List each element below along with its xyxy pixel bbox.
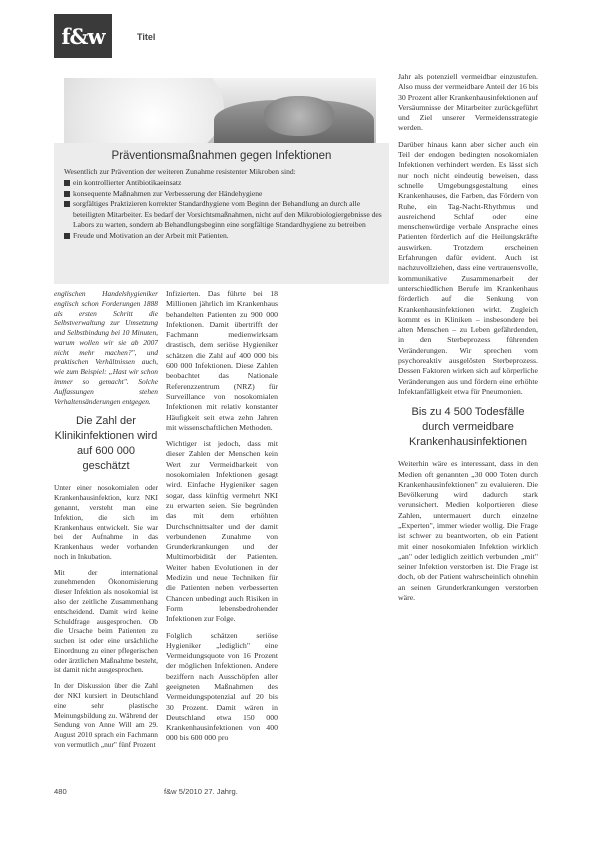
section-label: Titel [137,32,156,42]
bullet-square-icon [64,191,70,197]
paragraph: Wichtiger ist jedoch, dass mit dieser Zahlen der Menschen kein Wert zur Vermeidbarkeit von nosokomialen Infektionen gesagt wird. Einfache Hygieniker sagen sogar, dass künftig vermehrt NKI zu erwarten seien. Sie begründen das mit dem erhöhten Durchschnittsalter und der damit verbundenen Zunahme von Grunderkrankungen und der Multimorbidität der Patienten. Weiter haben Evolutionen in der Medizin und neue Techniken für die Patienten neben verbesserten Chancen unbedingt auch Risiken in Form lebensbedrohender Infektionen zur Folge. [166,439,278,624]
list-item: konsequente Maßnahmen zur Verbesserung der Händehygiene [64,189,384,200]
box-intro: Wesentlich zur Prävention der weiteren Zunahme resistenter Mikroben sind: [64,167,296,176]
column-3 [398,72,538,609]
paragraph: Jahr als potenziell vermeidbar einzustufen. Also muss der vermeidbare Anteil der 16 bis 30 Prozent aller Krankenhausinfektionen auf Versäumnisse der Mitarbeiter zurückgeführt und Ziel unserer Vermeidensstrategie werden. [398,72,538,133]
list-item: Freude und Motivation an der Arbeit mit Patienten. [64,231,384,242]
paragraph: Infizierten. Das führte bei 18 Millionen jährlich im Krankenhaus behandelten Patienten zu 900 000 Infektionen. Damit übertrifft der Fachmann medienwirksam drastisch, dem seriöse Hygieniker schätzen die Zahl auf 400 000 bis 600 000 Infektionen. Diese Zahlen beobachtet das Nationale Referenzzentrum (NRZ) für Surveillance von nosokomialen Infektionen mit relativ konstanter Häufigkeit seit etwa zehn Jahren mit wissenschaftlichen Methoden. [166,289,278,432]
bullet-square-icon [64,233,70,239]
lead-paragraph: englischen Handelshygieniker englisch schon Forderungen 1888 als ersten Schritt die Selbstverwaltung zur Umsetzung und Selbstbindung bei 10 Minuten, warum wollen wir sie ab 2007 nicht mehr machen?", und praktischen Verhältnissen auch, wie zum Beispiel: „Hast wir schon immer so gemacht". Solche Auffassungen stehen Verhaltensänderungen entgegen. [54,289,158,406]
column-1 [54,289,158,756]
paragraph: Unter einer nosokomialen oder Krankenhausinfektion, kurz NKI genannt, versteht man eine Infektion, die sich im Krankenhaus entwickelt. Sie war bei der Aufnahme in das Krankenhaus weder vorhanden noch in Inkubation. [54,483,158,561]
bullet-square-icon [64,180,70,186]
journal-logo: f&w [54,14,112,58]
prevention-box [54,143,389,284]
paragraph: In der Diskussion über die Zahl der NKI kursiert in Deutschland eine sehr plastische Meinungsbildung zu. Während der Sendung von Anne Will am 29. August 2010 sprach ein Fachmann von vermutlich „nur" fünf Prozent [54,681,158,749]
column-2 [166,289,278,750]
paragraph: Darüber hinaus kann aber sicher auch ein Teil der endogen bedingten nosokomialen Infektionen verhindert werden. Es lässt sich nur noch nicht eindeutig beweisen, dass schnelle Umgebungsgestaltung eines Krankenhauses, die Farben, das Fördern von Ruhe, ein Tag-Nacht-Rhythmus und ausreichend Schlaf oder eine menschenwürdige verbale Ansprache eines Patienten förderlich auf die Heilungskräfte auswirken. Trotzdem erscheinen Erfahrungen dafür evident. Auch ist nachzuvollziehen, dass eine vertrauensvolle, kommunikative Zusammenarbeit der unterschiedlichen Berufe im Krankenhaus förderlich auf die Senkung von Krankenhausinfektionen wirkt. Zugleich kommt es in Kliniken – insbesondere bei alten Menschen – zu Leben gefährdenden, in den Sterbeprozess führenden Veränderungen. Wir sprechen vom psychoreaktiv ausgelösten Sterbeprozess. Dessen Faktoren wirken sich auf körperliche Veränderungen aus und fördern eine erhöhte Infektanfälligkeit etwa für Pneumonien. [398,139,538,396]
list-item: sorgfältiges Praktizieren korrekter Standardhygiene vom Beginn der Behandlung an durch alle beteiligten Mitarbeiter. Es bedarf der Vorsichtsmaßnahmen, nicht auf den Mikrobiologiergebnisse des Labors zu warten, sondern ab Behandlungsbeginn eine sorgfältige Standardhygiene zu betreiben [64,199,384,231]
page-number: 480 [54,787,67,796]
subheading: Die Zahl der Klinikinfektionen wird auf 600 000 geschätzt [54,415,158,473]
paragraph: Weiterhin wäre es interessant, dass in den Medien oft genannten „30 000 Toten durch Krankenhausinfektionen" zu evaluieren. Die Bevölkerung wird dadurch stark verunsichert. Medien kolportieren diese Zahlen, untermauert durch einzelne „Experten", immer wieder wollig. Die Frage ist schwer zu beantworten, ob ein Patient mit einer nosokomialen Infektion wirklich „an" oder lediglich zeitlich verbunden „mit" seiner Infektion verstorben ist. Die Frage ist doch, ob der Patient wahrscheinlich ohnehin an seinen Grunderkrankungen verstorben wäre. [398,459,538,603]
paragraph: Mit der international zunehmenden Ökonomisierung dieser Infektion als nosokomial ist also der zeitliche Zusammenhang entscheidend. Damit wird keine Schuldfrage ausgesprochen. Ob die Ursache beim Patienten zu suchen ist oder eine ursächliche Einordnung zu einer pflegerischen oder ärztlichen Maßnahme besteht, ist damit nicht ausgesprochen. [54,567,158,675]
subheading: Bis zu 4 500 Todesfälle durch vermeidbare Krankenhausinfektionen [408,406,528,449]
bullet-square-icon [64,201,70,207]
header-photo [64,78,376,144]
prevention-list [64,178,384,242]
paragraph: Folglich schätzen seriöse Hygieniker „lediglich" eine Vermeidungsquote von 16 Prozent der möglichen Infektionen. Andere beziffern nach Ausschöpfen aller geeigneten Maßnahmen des Vermeidungspotenzial auf 20 bis 30 Prozent. Damit wären in Deutschland etwa 150 000 Krankenhausinfektionen von 400 000 bis 600 000 pro [166,630,278,743]
journal-issue: f&w 5/2010 27. Jahrg. [164,787,238,796]
list-item: ein kontrollierter Antibiotikaeinsatz [64,178,384,189]
box-title: Präventionsmaßnahmen gegen Infektionen [111,150,332,162]
